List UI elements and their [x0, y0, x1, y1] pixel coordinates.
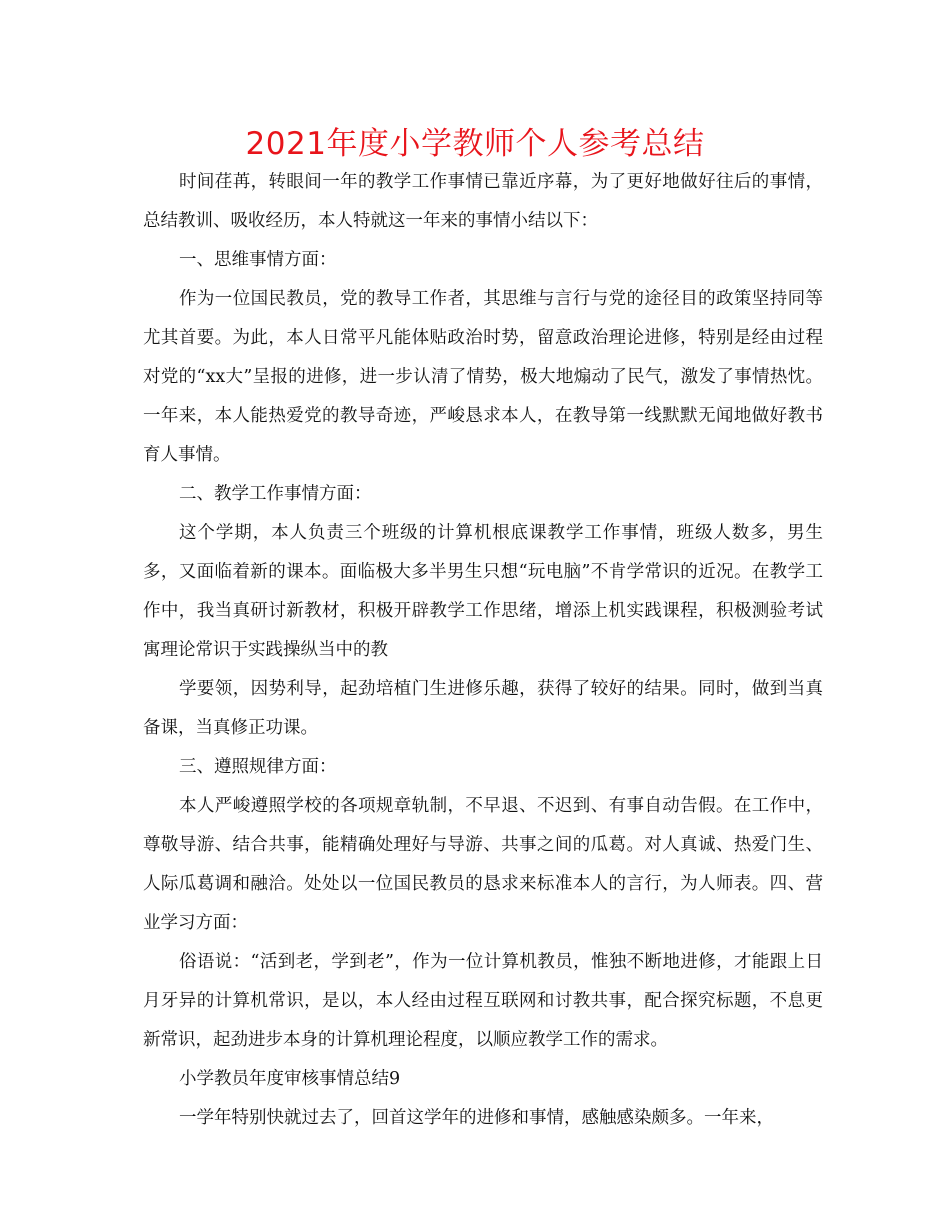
paragraph-learning: 俗语说：“活到老，学到老”，作为一位计算机教员，惟独不断地进修，才能跟上日月牙异的计算机常识，是以，本人经由过程互联网和讨教共事，配合探究标题，不息更新常识，起劲进步本身的计算机理论程度，以顺应教学工作的需求。 — [143, 952, 823, 1050]
paragraph-discipline: 本人严峻遵照学校的各项规章轨制，不早退、不迟到、有事自动告假。在工作中，尊敬导游、结合共事，能精确处理好与导游、共事之间的瓜葛。对人真诚、热爱门生、人际瓜葛调和融洽。处处以一位国民教员的恳求来标准本人的言行，为人师表。四、营业学习方面： — [143, 796, 823, 933]
section-heading-thinking: 一、思维事情方面： — [179, 250, 337, 270]
paragraph-teaching: 这个学期，本人负责三个班级的计算机根底课教学工作事情，班级人数多，男生多，又面临着新的课本。面临极大多半男生只想“玩电脑”不肯学常识的近况。在教学工作中，我当真研讨新教材，积极开辟教学工作思绪，增添上机实践课程，积极测验考试寓理论常识于实践操纵当中的教 — [143, 523, 823, 660]
section-heading-summary-9: 小学教员年度审核事情总结9 — [179, 1069, 401, 1089]
paragraph-intro: 时间荏苒，转眼间一年的教学工作事情已靠近序幕，为了更好地做好往后的事情，总结教训、吸收经历，本人特就这一年来的事情小结以下： — [143, 172, 823, 231]
paragraph-teaching-continued: 学要领，因势利导，起劲培植门生进修乐趣，获得了较好的结果。同时，做到当真备课，当真修正功课。 — [143, 679, 823, 738]
section-heading-discipline: 三、遵照规律方面： — [179, 757, 337, 777]
document-body — [143, 163, 823, 1138]
paragraph-summary-9: 一学年特别快就过去了，回首这学年的进修和事情，感触感染颇多。一年来， — [179, 1108, 774, 1128]
paragraph-thinking: 作为一位国民教员，党的教导工作者，其思维与言行与党的途径目的政策坚持同等尤其首要。为此，本人日常平凡能体贴政治时势，留意政治理论进修，特别是经由过程对党的“xx大”呈报的进修，进一步认清了情势，极大地煽动了民气，激发了事情热忱。一年来，本人能热爱党的教导奇迹，严峻恳求本人，在教导第一线默默无闻地做好教书育人事情。 — [143, 289, 823, 465]
section-heading-teaching: 二、教学工作事情方面： — [179, 484, 372, 504]
document-title: 2021年度小学教师个人参考总结 — [245, 126, 705, 162]
